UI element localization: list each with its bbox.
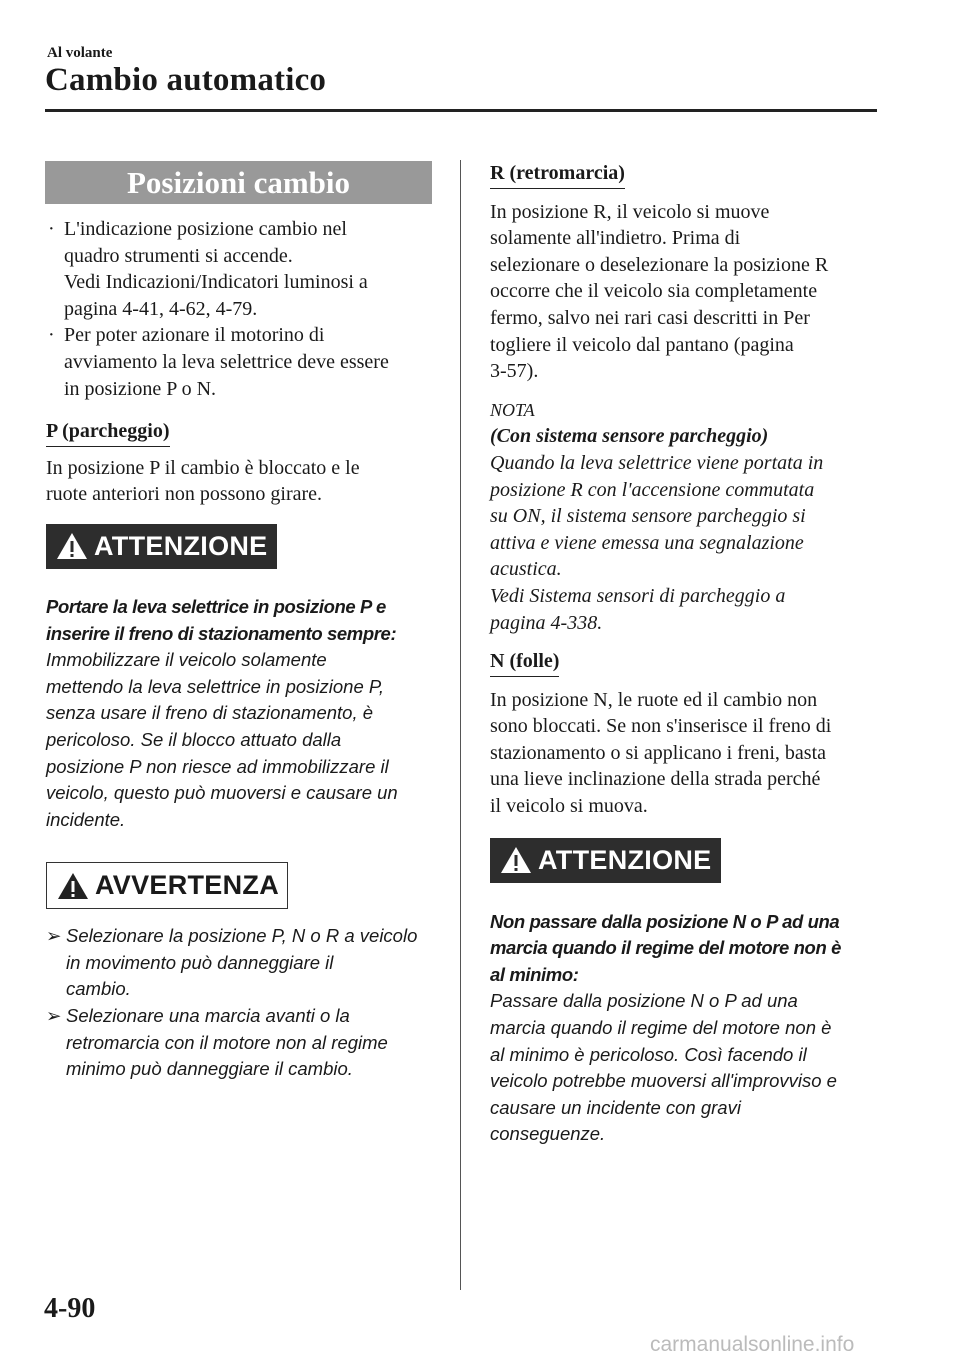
text-line: Quando la leva selettrice viene portata in [490, 451, 824, 474]
text-line: minimo può danneggiare il cambio. [66, 1058, 353, 1080]
section-banner [45, 161, 432, 204]
text-line: Portare la leva selettrice in posizione P e [46, 595, 386, 617]
text-line: marcia quando il regime del motore non è [490, 937, 841, 959]
page-title: Cambio automatico [45, 62, 327, 98]
text-line: stazionamento o si applicano i freni, basta [490, 741, 827, 764]
right-column [490, 160, 885, 1148]
page-number: 4-90 [44, 1293, 96, 1324]
text-line: quadro strumenti si accende. [64, 244, 293, 267]
text-line: sono bloccati. Se non s'inserisce il freno di [490, 715, 832, 738]
heading-park: P (parcheggio) [46, 418, 170, 447]
text-line: ruote anteriori non possono girare. [46, 483, 323, 506]
text-line: solamente all'indietro. Prima di [490, 227, 741, 250]
text-line: causare un incidente con gravi [490, 1096, 741, 1118]
watermark: carmanualsonline.info [650, 1333, 855, 1356]
text-line: pericoloso. Se il blocco attuato dalla [46, 728, 342, 750]
text-line: veicolo potrebbe muoversi all'improvviso e [490, 1070, 837, 1092]
text-line: retromarcia con il motore non al regime [66, 1031, 388, 1053]
text-line: il veicolo si muova. [490, 795, 648, 818]
text-line: incidente. [46, 808, 126, 830]
warning-badge [46, 524, 277, 569]
text-line: posizione R con l'accensione commutata [490, 478, 815, 501]
text-line: attiva e viene emessa una segnalazione [490, 531, 804, 554]
text-line: togliere il veicolo dal pantano (pagina [490, 333, 794, 356]
left-column [46, 212, 436, 1083]
text-line: mettendo la leva selettrice in posizione P, [46, 675, 384, 697]
warning-label: ATTENZIONE [538, 844, 712, 875]
note-label: NOTA [490, 399, 535, 420]
text-line: Vedi Sistema sensori di parcheggio a [490, 584, 786, 607]
section-banner-title: Posizioni cambio [126, 164, 351, 200]
text-line: avviamento la leva selettrice deve essere [64, 350, 389, 373]
text-line: L'indicazione posizione cambio nel [64, 218, 347, 240]
text-line: pagina 4-41, 4-62, 4-79. [64, 297, 258, 320]
text-line: acustica. [490, 558, 562, 581]
text-line: 3-57). [490, 360, 539, 383]
caution-badge [46, 862, 288, 909]
text-line: su ON, il sistema sensore parcheggio si [490, 505, 806, 528]
text-line: Per poter azionare il motorino di [64, 324, 325, 347]
text-line: cambio. [66, 978, 131, 1000]
warning-badge [490, 838, 721, 883]
text-line: In posizione N, le ruote ed il cambio non [490, 688, 818, 711]
warning-icon [57, 872, 89, 900]
text-line: fermo, salvo nei rari casi descritti in Per [490, 306, 810, 329]
text-line: al minimo è pericoloso. Così facendo il [490, 1043, 807, 1065]
text-line: Immobilizzare il veicolo solamente [46, 649, 327, 671]
arrow-icon: ➢ [46, 1005, 62, 1027]
bullet-dot: · [48, 324, 55, 347]
caution-label: AVVERTENZA [95, 870, 280, 901]
heading-reverse: R (retromarcia) [490, 160, 625, 189]
text-line: Non passare dalla posizione N o P ad una [490, 910, 840, 932]
caution-item [46, 923, 436, 1003]
bullet-dot: · [48, 218, 55, 240]
text-line: selezionare o deselezionare la posizione R [490, 253, 829, 276]
text-line: Selezionare una marcia avanti o la [66, 1005, 350, 1027]
warning-icon [56, 532, 88, 560]
note [490, 397, 885, 636]
text-line: Vedi Indicazioni/Indicatori luminosi a [64, 271, 368, 294]
text-line: una lieve inclinazione della strada perché [490, 768, 821, 791]
text-line: marcia quando il regime del motore non è [490, 1017, 832, 1039]
header-rule [45, 109, 877, 112]
warning-label: ATTENZIONE [94, 531, 268, 562]
text-line: Selezionare la posizione P, N o R a veicolo [66, 925, 418, 947]
heading-neutral: N (folle) [490, 648, 559, 677]
intro-bullet [46, 322, 436, 402]
text-line: veicolo, questo può muoversi e causare un [46, 782, 398, 804]
warning-icon [500, 846, 532, 874]
intro-bullet [46, 216, 436, 322]
text-line: posizione P non riesce ad immobilizzare il [46, 755, 389, 777]
text-line: occorre che il veicolo sia completamente [490, 280, 818, 303]
section-label: Al volante [47, 45, 113, 61]
arrow-icon: ➢ [46, 925, 62, 947]
text-line: (Con sistema sensore parcheggio) [490, 425, 769, 448]
caution-item [46, 1003, 436, 1083]
text-line: In posizione P il cambio è bloccato e le [46, 456, 360, 479]
text-line: senza usare il freno di stazionamento, è [46, 702, 374, 724]
text-line: In posizione R, il veicolo si muove [490, 200, 770, 223]
text-line: in posizione P o N. [64, 377, 217, 400]
text-line: al minimo: [490, 963, 579, 985]
column-divider [460, 160, 461, 1290]
text-line: in movimento può danneggiare il [66, 951, 334, 973]
text-line: Passare dalla posizione N o P ad una [490, 990, 798, 1012]
text-line: inserire il freno di stazionamento sempre: [46, 622, 397, 644]
text-line: pagina 4-338. [490, 611, 603, 634]
text-line: conseguenze. [490, 1123, 606, 1145]
